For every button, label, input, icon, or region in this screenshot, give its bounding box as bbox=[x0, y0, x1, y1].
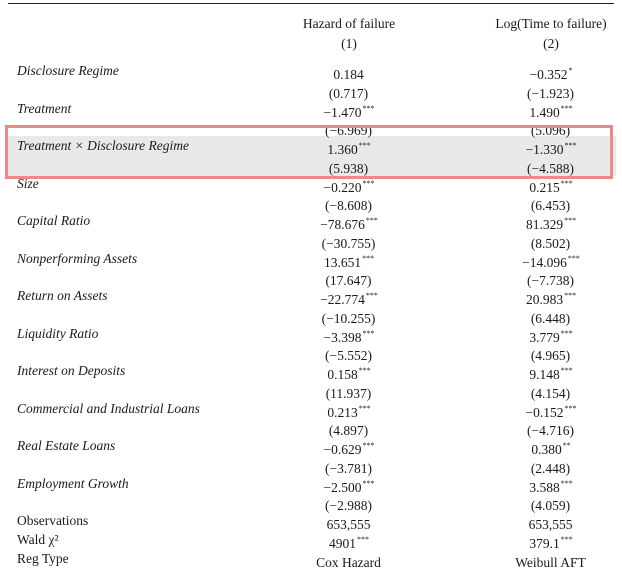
row-label: Commercial and Industrial Loans bbox=[17, 400, 200, 416]
cell-value: (−10.255) bbox=[321, 310, 376, 326]
cell-value: (5.096) bbox=[530, 123, 571, 139]
col2-number: (2) bbox=[543, 36, 559, 51]
cell-value: (11.937) bbox=[325, 385, 372, 401]
row-label: Observations bbox=[17, 513, 89, 528]
row-label: Interest on Deposits bbox=[17, 363, 126, 378]
row-label: Capital Ratio bbox=[17, 213, 91, 228]
cell-value: −3.398 bbox=[323, 329, 362, 345]
significance-stars: *** bbox=[564, 403, 577, 413]
significance-stars: *** bbox=[365, 216, 378, 225]
cell-value: (5.938) bbox=[328, 160, 369, 176]
significance-stars: *** bbox=[362, 253, 375, 263]
row-label: Return on Assets bbox=[17, 288, 108, 303]
cell-value: (−4.588) bbox=[527, 160, 574, 176]
cell-value: (4.897) bbox=[328, 423, 369, 439]
significance-stars: *** bbox=[362, 103, 375, 113]
cell-value: −0.352 bbox=[529, 67, 568, 82]
cell-value: −0.152 bbox=[525, 404, 564, 420]
col1-title: Hazard of failure bbox=[302, 16, 396, 31]
cell-value: (−4.716) bbox=[527, 423, 574, 439]
table-row bbox=[0, 287, 622, 306]
cell-value: 3.588 bbox=[529, 479, 560, 495]
significance-stars: *** bbox=[564, 216, 577, 225]
significance-stars: *** bbox=[564, 141, 577, 150]
significance-stars: *** bbox=[560, 328, 573, 338]
top-rule bbox=[8, 3, 614, 4]
table-row-tstat bbox=[0, 418, 622, 437]
table-row-tstat bbox=[0, 231, 622, 250]
cell-value: 0.213 bbox=[327, 404, 358, 420]
cell-value: −1.330 bbox=[525, 142, 564, 157]
significance-stars: *** bbox=[560, 534, 573, 544]
cell-value: (−8.608) bbox=[325, 198, 372, 214]
significance-stars: *** bbox=[362, 328, 375, 338]
col1-number: (1) bbox=[341, 36, 357, 51]
significance-stars: * bbox=[568, 66, 573, 75]
row-label: Disclosure Regime bbox=[17, 63, 119, 78]
cell-value: (−1.923) bbox=[527, 85, 574, 101]
cell-value: −0.220 bbox=[323, 179, 362, 195]
significance-stars: *** bbox=[358, 141, 371, 150]
table-row bbox=[0, 550, 622, 569]
cell-value: 653,555 bbox=[326, 517, 371, 532]
cell-value: 9.148 bbox=[529, 367, 560, 382]
significance-stars: *** bbox=[362, 178, 375, 188]
cell-value: −1.470 bbox=[323, 104, 362, 120]
cell-value: (6.453) bbox=[530, 198, 571, 214]
table-row bbox=[0, 100, 622, 119]
table-row bbox=[0, 250, 622, 269]
cell-value: (−2.988) bbox=[325, 498, 372, 514]
table-row-tstat bbox=[0, 193, 622, 212]
row-label: Treatment bbox=[17, 100, 72, 116]
cell-value: 653,555 bbox=[528, 517, 573, 532]
highlight-box bbox=[5, 125, 613, 179]
cell-value: (4.059) bbox=[530, 498, 571, 514]
table-row-tstat bbox=[0, 381, 622, 400]
cell-value: 4901 bbox=[329, 535, 356, 551]
table-row bbox=[0, 362, 622, 381]
cell-value: (−5.552) bbox=[325, 348, 372, 364]
cell-value: (6.448) bbox=[530, 310, 571, 326]
row-label: Liquidity Ratio bbox=[17, 325, 99, 341]
significance-stars: *** bbox=[362, 478, 375, 488]
col2-title: Log(Time to failure) bbox=[495, 16, 607, 31]
cell-value: 0.215 bbox=[529, 179, 560, 195]
table-row-tstat bbox=[0, 456, 622, 475]
cell-value: 0.380 bbox=[531, 442, 562, 457]
cell-value: −22.774 bbox=[320, 292, 365, 307]
cell-value: 13.651 bbox=[323, 254, 362, 270]
row-label: Employment Growth bbox=[17, 475, 129, 491]
cell-log-time bbox=[451, 550, 622, 573]
table-row-tstat bbox=[0, 306, 622, 325]
cell-value: (−7.738) bbox=[527, 273, 574, 289]
table-row bbox=[0, 531, 622, 550]
cell-value: 0.158 bbox=[327, 367, 358, 382]
significance-stars: *** bbox=[560, 366, 573, 375]
significance-stars: *** bbox=[358, 366, 371, 375]
cell-value: 1.490 bbox=[529, 104, 560, 120]
significance-stars: *** bbox=[560, 103, 573, 113]
row-label: Real Estate Loans bbox=[17, 438, 116, 453]
significance-stars: *** bbox=[567, 253, 580, 263]
row-label: Nonperforming Assets bbox=[17, 250, 138, 266]
significance-stars: *** bbox=[560, 478, 573, 488]
significance-stars: *** bbox=[357, 534, 369, 544]
cell-hazard bbox=[249, 550, 449, 573]
cell-value: 0.184 bbox=[333, 67, 364, 82]
cell-value: −0.629 bbox=[323, 442, 362, 457]
cell-value: (2.448) bbox=[530, 460, 571, 476]
significance-stars: *** bbox=[560, 178, 573, 188]
row-label: Size bbox=[17, 175, 39, 191]
cell-value: Weibull AFT bbox=[515, 554, 586, 570]
row-label: Reg Type bbox=[17, 550, 69, 566]
cell-value: 3.779 bbox=[529, 329, 560, 345]
cell-value: (−30.755) bbox=[321, 235, 376, 251]
cell-value: 379.1 bbox=[529, 535, 560, 551]
cell-value: (0.717) bbox=[328, 85, 369, 101]
row-label: Treatment × Disclosure Regime bbox=[17, 138, 189, 153]
cell-value: 81.329 bbox=[525, 217, 564, 232]
cell-value: (−6.969) bbox=[325, 123, 372, 139]
table-row bbox=[0, 212, 622, 231]
cell-value: (8.502) bbox=[530, 235, 571, 251]
cell-value: 20.983 bbox=[525, 292, 564, 307]
significance-stars: *** bbox=[362, 441, 375, 450]
table-row-tstat bbox=[0, 343, 622, 362]
table-row-tstat bbox=[0, 268, 622, 287]
table-row bbox=[0, 62, 622, 81]
cell-value: −2.500 bbox=[323, 479, 362, 495]
table-row bbox=[0, 325, 622, 344]
table-row bbox=[0, 512, 622, 531]
cell-value: (17.647) bbox=[325, 273, 372, 289]
cell-value: −14.096 bbox=[522, 254, 567, 270]
significance-stars: ** bbox=[562, 441, 571, 450]
table-row bbox=[0, 475, 622, 494]
cell-value: −78.676 bbox=[320, 217, 365, 232]
significance-stars: *** bbox=[358, 403, 371, 413]
table-row bbox=[0, 400, 622, 419]
table-row-tstat bbox=[0, 81, 622, 100]
cell-value: (4.154) bbox=[530, 385, 571, 401]
table-row bbox=[0, 437, 622, 456]
significance-stars: *** bbox=[365, 291, 378, 300]
significance-stars: *** bbox=[564, 291, 577, 300]
cell-value: (4.965) bbox=[530, 348, 571, 364]
row-label: Wald χ² bbox=[17, 531, 59, 547]
cell-value: Cox Hazard bbox=[316, 554, 381, 570]
cell-value: (−3.781) bbox=[325, 460, 372, 476]
table-row-tstat bbox=[0, 493, 622, 512]
cell-value: 1.360 bbox=[327, 142, 358, 157]
